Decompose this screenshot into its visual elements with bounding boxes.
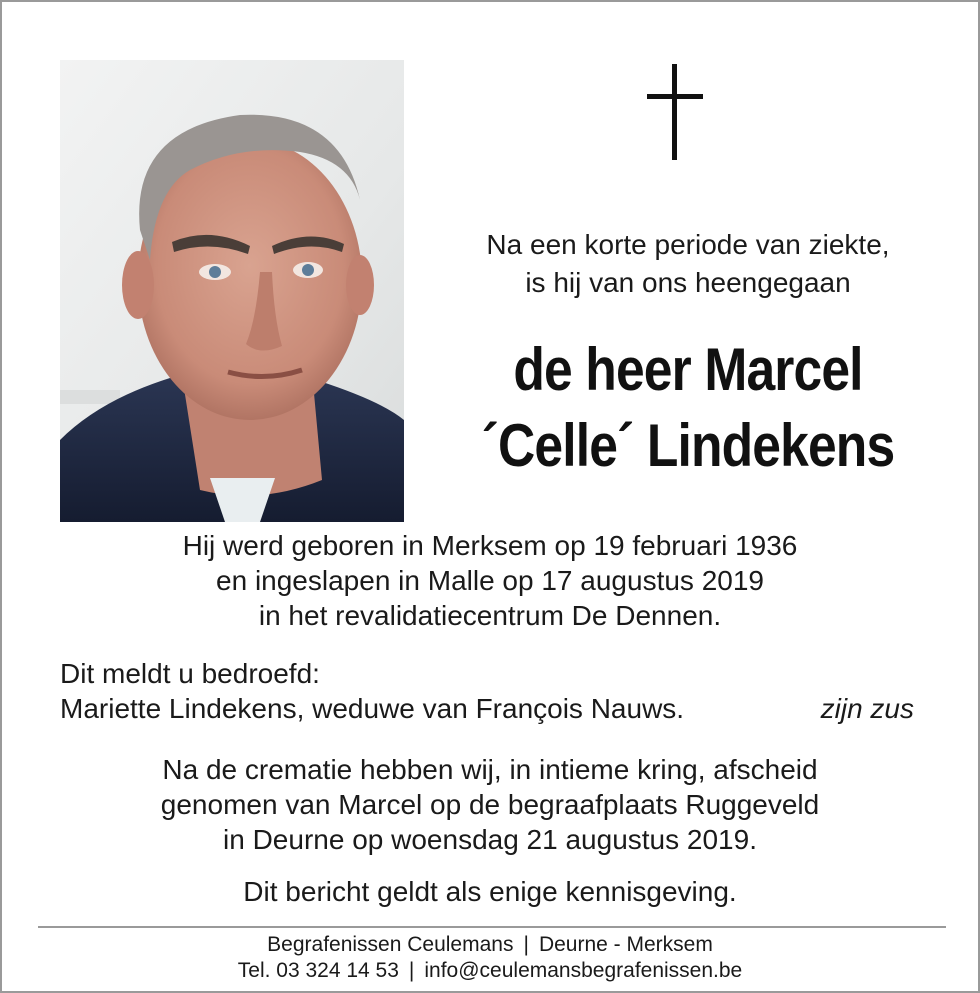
- funeral-home-footer: [2, 932, 978, 984]
- name-line: ´Celle´ Lindekens: [481, 412, 895, 479]
- cremation-line: genomen van Marcel op de begraafplaats Ruggeveld: [160, 789, 820, 820]
- email-address[interactable]: info@ceulemansbegrafenissen.be: [424, 959, 743, 982]
- company-locations: Deurne - Merksem: [538, 933, 713, 956]
- relative-relation: zijn zus: [820, 693, 914, 724]
- footer-line-contact: [2, 958, 978, 984]
- relative-name: Mariette Lindekens, weduwe van François Nauws.: [60, 693, 685, 724]
- notice-text: Dit bericht geldt als enige kennisgeving.: [243, 876, 737, 907]
- detail-line: in het revalidatiecentrum De Dennen.: [258, 600, 722, 631]
- intro-line: Na een korte periode van ziekte,: [486, 229, 890, 260]
- footer-divider: [38, 926, 946, 928]
- company-name: Begrafenissen Ceulemans: [267, 933, 514, 956]
- phone-number: Tel. 03 324 14 53: [237, 959, 399, 982]
- detail-line: en ingeslapen in Malle op 17 augustus 2019: [216, 565, 764, 596]
- name-line: de heer Marcel: [513, 336, 863, 403]
- relative-row: [60, 691, 920, 726]
- portrait-illustration: [60, 60, 404, 522]
- separator: |: [408, 959, 415, 982]
- cremation-line: in Deurne op woensdag 21 augustus 2019.: [223, 824, 757, 855]
- deceased-name: [422, 332, 954, 484]
- cremation-line: Na de crematie hebben wij, in intieme kring, afscheid: [162, 754, 818, 785]
- intro-text: [422, 226, 954, 302]
- portrait-photo: [60, 60, 404, 522]
- cremation-details: [2, 752, 978, 857]
- detail-line: Hij werd geboren in Merksem op 19 februari 1936: [182, 530, 798, 561]
- latin-cross-icon: [642, 62, 708, 162]
- announced-by-section: [60, 656, 920, 726]
- birth-death-details: [2, 528, 978, 633]
- announced-by-label: Dit meldt u bedroefd:: [60, 658, 320, 689]
- intro-line: is hij van ons heengegaan: [525, 267, 851, 298]
- footer-line-company: [2, 932, 978, 958]
- separator: |: [523, 933, 529, 956]
